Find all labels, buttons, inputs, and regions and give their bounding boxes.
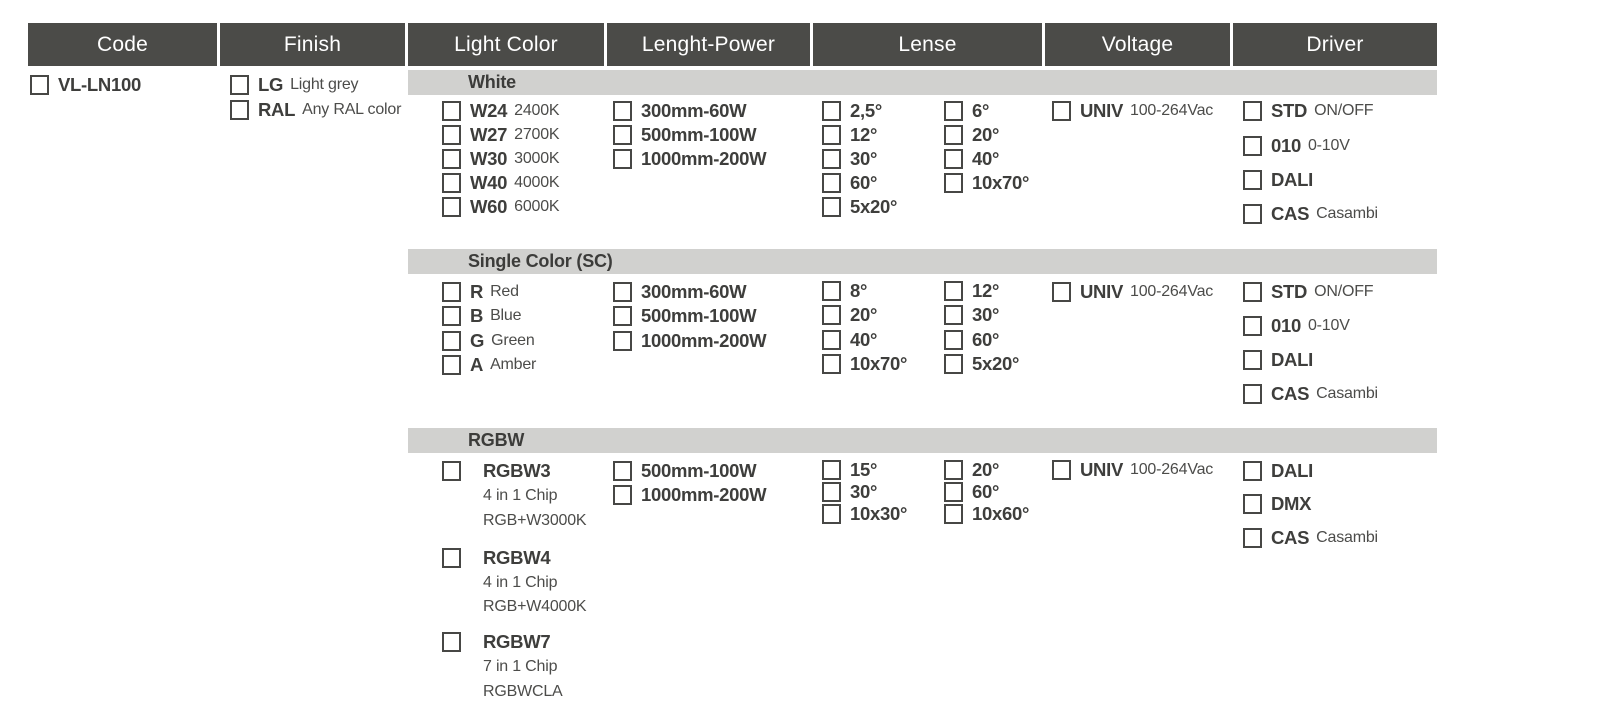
section-title: RGBW: [468, 430, 525, 450]
section-band-white: [408, 69, 1437, 95]
option-code: 300mm-60W: [641, 280, 747, 302]
sc-lc-r: [442, 281, 519, 302]
sc-lc-b: [442, 305, 521, 326]
checkbox[interactable]: [613, 461, 632, 481]
option-desc: 0-10V: [1307, 136, 1350, 154]
sc-lense-30: [944, 304, 999, 325]
rgbw-lp-1000mm: [613, 484, 766, 505]
section-band-rgbw: [408, 427, 1437, 453]
table-header: [28, 23, 1437, 66]
sc-lense-20: [822, 304, 877, 325]
option-code: 60°: [972, 328, 1000, 350]
sc-lense-12: [944, 280, 999, 301]
option-code: 10x60°: [972, 502, 1030, 524]
rgbw-lense-60: [944, 481, 999, 502]
option-code: STD: [1271, 99, 1308, 121]
option-desc: Red: [490, 282, 519, 300]
option-code: VL-LN100: [58, 73, 141, 95]
option-code: 10x30°: [850, 502, 908, 524]
checkbox[interactable]: [442, 461, 461, 481]
white-lc-w40: [442, 172, 559, 193]
option-code: RAL: [258, 98, 296, 120]
checkbox[interactable]: [1243, 528, 1262, 548]
column-header-voltage: Voltage: [1045, 23, 1233, 66]
option-code: 1000mm-200W: [641, 147, 767, 169]
option-desc: 2700K: [514, 125, 560, 143]
checkbox[interactable]: [1052, 282, 1071, 302]
checkbox[interactable]: [944, 330, 963, 350]
checkbox[interactable]: [613, 149, 632, 169]
option-desc: 100-264Vac: [1130, 101, 1214, 119]
checkbox[interactable]: [822, 460, 841, 480]
option-desc: Casambi: [1316, 204, 1378, 222]
checkbox[interactable]: [944, 460, 963, 480]
finish-option-ral: [230, 99, 401, 120]
checkbox[interactable]: [1052, 101, 1071, 121]
white-driver-std: [1243, 100, 1373, 121]
checkbox[interactable]: [1243, 461, 1262, 481]
option-code: W30: [470, 147, 508, 169]
option-code: CAS: [1271, 202, 1310, 224]
checkbox[interactable]: [822, 125, 841, 145]
checkbox[interactable]: [822, 173, 841, 193]
white-lc-w27: [442, 124, 559, 145]
white-lp-500mm: [613, 124, 756, 145]
sc-driver-cas: [1243, 383, 1378, 404]
option-code: 10x70°: [972, 171, 1030, 193]
option-code: 300mm-60W: [641, 99, 747, 121]
option-code: UNIV: [1080, 99, 1123, 121]
option-code: 010: [1271, 134, 1301, 156]
sc-driver-dali: [1243, 349, 1313, 370]
rgbw-lc-rgbw3: [442, 460, 550, 481]
sc-driver-std: [1243, 281, 1373, 302]
checkbox[interactable]: [442, 331, 461, 351]
rgbw-lense-10x30: [822, 503, 907, 524]
checkbox[interactable]: [822, 330, 841, 350]
white-lense-6: [944, 100, 989, 121]
white-voltage-univ: [1052, 100, 1213, 121]
checkbox[interactable]: [822, 354, 841, 374]
checkbox[interactable]: [1243, 350, 1262, 370]
checkbox[interactable]: [442, 125, 461, 145]
checkbox[interactable]: [442, 173, 461, 193]
sc-lc-a: [442, 354, 536, 375]
checkbox[interactable]: [613, 306, 632, 326]
white-lense-20: [944, 124, 999, 145]
option-code: 20°: [850, 303, 878, 325]
option-code: 1000mm-200W: [641, 329, 767, 351]
white-lp-300mm: [613, 100, 746, 121]
option-code: W60: [470, 195, 508, 217]
sc-lp-1000mm: [613, 330, 766, 351]
checkbox[interactable]: [822, 305, 841, 325]
sc-lense-8: [822, 280, 867, 301]
white-lc-w24: [442, 100, 559, 121]
option-desc: Blue: [490, 306, 522, 324]
option-code: 12°: [850, 123, 878, 145]
white-lense-30: [822, 148, 877, 169]
option-desc: 2400K: [514, 101, 560, 119]
option-code: A: [470, 353, 484, 375]
sc-lense-60: [944, 329, 999, 350]
white-lc-w30: [442, 148, 559, 169]
rgbw-voltage-univ: [1052, 459, 1213, 480]
column-header-driver: Driver: [1233, 23, 1437, 66]
option-code: UNIV: [1080, 458, 1123, 480]
sc-lense-10x70: [822, 353, 907, 374]
option-code: 40°: [972, 147, 1000, 169]
checkbox[interactable]: [442, 282, 461, 302]
checkbox[interactable]: [230, 75, 249, 95]
option-desc: 100-264Vac: [1130, 460, 1214, 478]
option-code: W24: [470, 99, 508, 121]
sc-lp-300mm: [613, 281, 746, 302]
white-driver-cas: [1243, 203, 1378, 224]
option-desc: 100-264Vac: [1130, 282, 1214, 300]
checkbox[interactable]: [613, 125, 632, 145]
white-lense-5x20: [822, 196, 897, 217]
option-desc: Casambi: [1316, 384, 1378, 402]
option-code: CAS: [1271, 382, 1310, 404]
checkbox[interactable]: [822, 197, 841, 217]
option-code: 20°: [972, 123, 1000, 145]
rgbw4-desc-line-1: 4 in 1 Chip: [483, 573, 558, 591]
sc-voltage-univ: [1052, 281, 1213, 302]
option-code: 40°: [850, 328, 878, 350]
code-option-vl-ln100: [30, 74, 141, 95]
rgbw7-desc-line-2: RGBWCLA: [483, 682, 563, 700]
option-code: 5x20°: [972, 352, 1020, 374]
checkbox[interactable]: [944, 173, 963, 193]
rgbw-lc-rgbw7: [442, 631, 550, 652]
column-header-finish: Finish: [220, 23, 408, 66]
option-code: UNIV: [1080, 280, 1123, 302]
sc-lp-500mm: [613, 305, 756, 326]
checkbox[interactable]: [944, 101, 963, 121]
rgbw4-desc-line-2: RGB+W4000K: [483, 597, 587, 615]
option-code: W40: [470, 171, 508, 193]
checkbox[interactable]: [1243, 316, 1262, 336]
option-code: 20°: [972, 458, 1000, 480]
option-code: 15°: [850, 458, 878, 480]
option-code: STD: [1271, 280, 1308, 302]
option-code: 12°: [972, 279, 1000, 301]
section-band-single-color: [408, 248, 1437, 274]
option-code: 010: [1271, 314, 1301, 336]
option-code: 30°: [972, 303, 1000, 325]
option-code: RGBW4: [483, 546, 551, 568]
option-desc: Any RAL color: [302, 100, 402, 118]
white-lense-40: [944, 148, 999, 169]
checkbox[interactable]: [30, 75, 49, 95]
rgbw3-desc-line-1: 4 in 1 Chip: [483, 486, 558, 504]
option-desc: 6000K: [514, 197, 560, 215]
white-lense-12: [822, 124, 877, 145]
checkbox[interactable]: [442, 355, 461, 375]
checkbox[interactable]: [442, 101, 461, 121]
option-code: 30°: [850, 147, 878, 169]
option-code: 60°: [850, 171, 878, 193]
checkbox[interactable]: [613, 282, 632, 302]
checkbox[interactable]: [442, 632, 461, 652]
option-desc: Amber: [490, 355, 537, 373]
option-code: DALI: [1271, 348, 1313, 370]
checkbox[interactable]: [944, 504, 963, 524]
option-code: RGBW3: [483, 459, 551, 481]
option-desc: ON/OFF: [1314, 282, 1374, 300]
checkbox[interactable]: [230, 100, 249, 120]
checkbox[interactable]: [822, 101, 841, 121]
checkbox[interactable]: [1243, 136, 1262, 156]
rgbw-driver-cas: [1243, 527, 1378, 548]
white-driver-010: [1243, 135, 1350, 156]
checkbox[interactable]: [613, 485, 632, 505]
option-code: 500mm-100W: [641, 459, 757, 481]
rgbw-lc-rgbw4: [442, 547, 550, 568]
sc-driver-010: [1243, 315, 1350, 336]
option-desc: Light grey: [290, 75, 359, 93]
option-code: 2,5°: [850, 99, 882, 121]
white-lense-2-5: [822, 100, 882, 121]
checkbox[interactable]: [442, 149, 461, 169]
option-code: 1000mm-200W: [641, 483, 767, 505]
section-title: White: [468, 72, 516, 92]
option-code: DMX: [1271, 492, 1312, 514]
checkbox[interactable]: [613, 331, 632, 351]
option-code: DALI: [1271, 459, 1313, 481]
option-code: RGBW7: [483, 630, 551, 652]
white-lp-1000mm: [613, 148, 766, 169]
white-lc-w60: [442, 196, 559, 217]
checkbox[interactable]: [944, 305, 963, 325]
checkbox[interactable]: [1243, 204, 1262, 224]
checkbox[interactable]: [944, 482, 963, 502]
sc-lc-g: [442, 330, 535, 351]
checkbox[interactable]: [1052, 460, 1071, 480]
option-code: G: [470, 329, 485, 351]
checkbox[interactable]: [822, 149, 841, 169]
rgbw-lense-10x60: [944, 503, 1029, 524]
checkbox[interactable]: [822, 281, 841, 301]
option-code: 6°: [972, 99, 990, 121]
rgbw3-desc-line-2: RGB+W3000K: [483, 511, 587, 529]
column-header-length-power: Lenght-Power: [607, 23, 813, 66]
option-code: 500mm-100W: [641, 123, 757, 145]
checkbox[interactable]: [822, 504, 841, 524]
white-lense-10x70: [944, 172, 1029, 193]
option-code: 8°: [850, 279, 868, 301]
checkbox[interactable]: [944, 281, 963, 301]
rgbw-lense-30: [822, 481, 877, 502]
column-header-light-color: Light Color: [408, 23, 607, 66]
option-code: 60°: [972, 480, 1000, 502]
option-desc: ON/OFF: [1314, 101, 1374, 119]
rgbw-lense-15: [822, 459, 877, 480]
checkbox[interactable]: [1243, 494, 1262, 514]
option-desc: 4000K: [514, 173, 560, 191]
option-code: W27: [470, 123, 508, 145]
option-code: B: [470, 304, 484, 326]
option-code: 500mm-100W: [641, 304, 757, 326]
rgbw-driver-dmx: [1243, 493, 1311, 514]
checkbox[interactable]: [442, 197, 461, 217]
option-code: 30°: [850, 480, 878, 502]
option-code: R: [470, 280, 484, 302]
white-driver-dali: [1243, 169, 1313, 190]
sc-lense-5x20: [944, 353, 1019, 374]
option-code: DALI: [1271, 168, 1313, 190]
option-desc: Casambi: [1316, 528, 1378, 546]
section-title: Single Color (SC): [468, 251, 613, 271]
checkbox[interactable]: [442, 306, 461, 326]
checkbox[interactable]: [822, 482, 841, 502]
checkbox[interactable]: [944, 125, 963, 145]
rgbw7-desc-line-1: 7 in 1 Chip: [483, 657, 558, 675]
checkbox[interactable]: [613, 101, 632, 121]
checkbox[interactable]: [944, 354, 963, 374]
option-desc: 3000K: [514, 149, 560, 167]
option-desc: Green: [491, 331, 535, 349]
option-code: CAS: [1271, 526, 1310, 548]
rgbw-driver-dali: [1243, 460, 1313, 481]
checkbox[interactable]: [442, 548, 461, 568]
sc-lense-40: [822, 329, 877, 350]
option-desc: 0-10V: [1307, 316, 1350, 334]
checkbox[interactable]: [1243, 101, 1262, 121]
checkbox[interactable]: [1243, 282, 1262, 302]
column-header-code: Code: [28, 23, 220, 66]
rgbw-lp-500mm: [613, 460, 756, 481]
checkbox[interactable]: [1243, 170, 1262, 190]
white-lense-60: [822, 172, 877, 193]
option-code: 10x70°: [850, 352, 908, 374]
option-code: LG: [258, 73, 284, 95]
checkbox[interactable]: [1243, 384, 1262, 404]
option-code: 5x20°: [850, 195, 898, 217]
rgbw-lense-20: [944, 459, 999, 480]
finish-option-lg: [230, 74, 358, 95]
column-header-lense: Lense: [813, 23, 1045, 66]
checkbox[interactable]: [944, 149, 963, 169]
